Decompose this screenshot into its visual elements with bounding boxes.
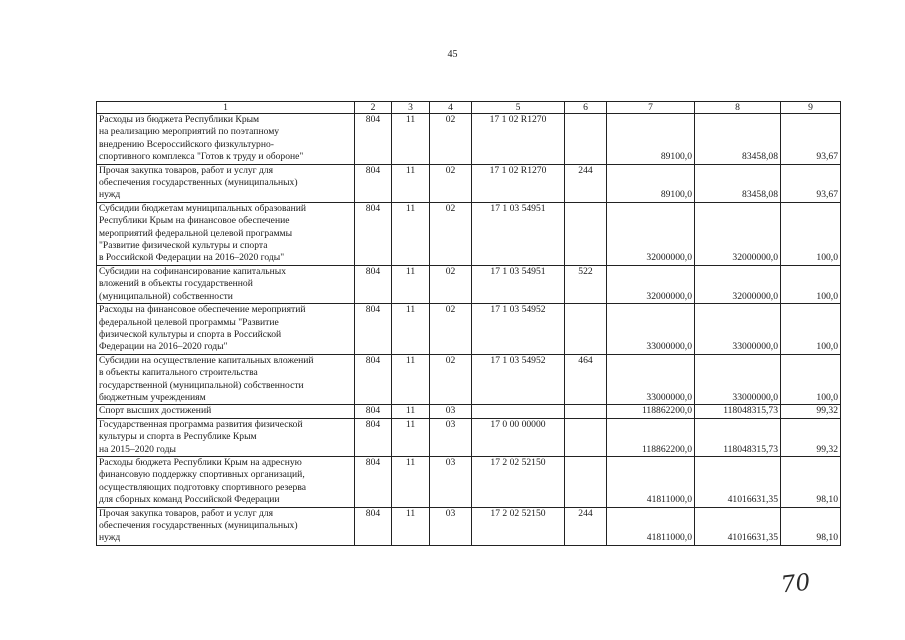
cell-subsection: 02: [430, 164, 472, 202]
cell-ved: 804: [355, 456, 392, 507]
header-cell: 1: [97, 102, 355, 114]
cell-target-article: 17 0 00 00000: [472, 418, 565, 456]
cell-name: [97, 456, 355, 507]
table-row: [97, 265, 841, 303]
cell-name: [97, 354, 355, 405]
cell-target-article: 17 2 02 52150: [472, 456, 565, 507]
cell-expense-type: 464: [565, 354, 607, 405]
cell-executed: 33000000,0: [695, 304, 781, 355]
name-line: Субсидии бюджетам муниципальных образований: [99, 202, 307, 214]
cell-subsection: 03: [430, 456, 472, 507]
cell-target-article: 17 1 03 54952: [472, 354, 565, 405]
cell-name: [97, 507, 355, 545]
name-line: Прочая закупка товаров, работ и услуг для: [99, 164, 274, 176]
cell-percent: 93,67: [781, 164, 841, 202]
cell-planned: 33000000,0: [607, 304, 695, 355]
name-line: Расходы бюджета Республики Крым на адресную: [99, 456, 302, 468]
name-line: Государственная программа развития физической: [99, 418, 303, 430]
cell-percent: 100,0: [781, 265, 841, 303]
cell-ved: 804: [355, 265, 392, 303]
cell-section: 11: [392, 304, 430, 355]
cell-ved: 804: [355, 405, 392, 418]
header-cell: 6: [565, 102, 607, 114]
table-row: [97, 164, 841, 202]
cell-expense-type: 522: [565, 265, 607, 303]
name-line: Субсидии на осуществление капитальных вложений: [99, 354, 314, 366]
cell-planned: 33000000,0: [607, 354, 695, 405]
name-line: "Развитие физической культуры и спорта: [99, 240, 268, 252]
name-line: внедрению Всероссийского физкультурно-: [99, 138, 274, 150]
header-cell: 7: [607, 102, 695, 114]
name-line: Расходы из бюджета Республики Крым: [99, 114, 260, 125]
cell-percent: 100,0: [781, 304, 841, 355]
table-row: [97, 456, 841, 507]
cell-percent: 100,0: [781, 354, 841, 405]
cell-subsection: 02: [430, 354, 472, 405]
cell-percent: 99,32: [781, 405, 841, 418]
cell-name: [97, 164, 355, 202]
cell-subsection: 02: [430, 304, 472, 355]
handwritten-note: 70: [779, 569, 812, 599]
name-line: федеральной целевой программы "Развитие: [99, 316, 279, 328]
table-row: [97, 418, 841, 456]
cell-planned: 32000000,0: [607, 265, 695, 303]
header-cell: 9: [781, 102, 841, 114]
cell-expense-type: 244: [565, 507, 607, 545]
cell-subsection: 03: [430, 507, 472, 545]
table-row: [97, 114, 841, 165]
cell-section: 11: [392, 114, 430, 165]
name-line: (муниципальной) собственности: [99, 290, 233, 302]
cell-executed: 33000000,0: [695, 354, 781, 405]
cell-expense-type: 244: [565, 164, 607, 202]
cell-section: 11: [392, 507, 430, 545]
header-cell: 2: [355, 102, 392, 114]
cell-percent: 93,67: [781, 114, 841, 165]
name-line: Расходы на финансовое обеспечение мероприятий: [99, 304, 306, 316]
cell-percent: 98,10: [781, 507, 841, 545]
header-cell: 5: [472, 102, 565, 114]
name-line: спортивного комплекса "Готов к труду и обороне": [99, 151, 304, 163]
cell-percent: 98,10: [781, 456, 841, 507]
cell-executed: 83458,08: [695, 164, 781, 202]
name-line: вложений в объекты государственной: [99, 278, 253, 290]
cell-target-article: 17 1 02 R1270: [472, 114, 565, 165]
cell-expense-type: [565, 114, 607, 165]
name-line: в Российской Федерации на 2016–2020 годы": [99, 252, 285, 264]
name-line: нужд: [99, 189, 121, 201]
table-row: [97, 202, 841, 265]
page-number: 45: [447, 49, 458, 60]
name-line: для сборных команд Российской Федерации: [99, 494, 280, 506]
cell-subsection: 03: [430, 405, 472, 418]
cell-subsection: 02: [430, 202, 472, 265]
cell-executed: 32000000,0: [695, 265, 781, 303]
table-row: [97, 507, 841, 545]
name-line: Республики Крым на финансовое обеспечение: [99, 215, 290, 227]
name-line: на реализацию мероприятий по поэтапному: [99, 126, 280, 138]
cell-subsection: 02: [430, 114, 472, 165]
cell-section: 11: [392, 418, 430, 456]
name-line: обеспечения государственных (муниципальных): [99, 520, 298, 531]
name-line: осуществляющих подготовку спортивного резерва: [99, 481, 307, 493]
cell-section: 11: [392, 456, 430, 507]
cell-expense-type: [565, 202, 607, 265]
cell-expense-type: [565, 456, 607, 507]
name-line: культуры и спорта в Республике Крым: [99, 431, 257, 443]
header-cell: 8: [695, 102, 781, 114]
cell-section: 11: [392, 265, 430, 303]
cell-planned: 118862200,0: [607, 418, 695, 456]
cell-planned: 41811000,0: [607, 507, 695, 545]
cell-executed: 118048315,73: [695, 418, 781, 456]
name-line: финансовую поддержку спортивных организаций,: [99, 469, 305, 481]
cell-ved: 804: [355, 114, 392, 165]
name-line: Прочая закупка товаров, работ и услуг для: [99, 507, 274, 519]
cell-planned: 89100,0: [607, 164, 695, 202]
cell-expense-type: [565, 405, 607, 418]
cell-subsection: 02: [430, 265, 472, 303]
cell-name: [97, 304, 355, 355]
cell-expense-type: [565, 304, 607, 355]
cell-executed: 41016631,35: [695, 507, 781, 545]
cell-name: [97, 265, 355, 303]
budget-table: [96, 101, 841, 546]
cell-percent: 99,32: [781, 418, 841, 456]
name-line: в объекты капитального строительства: [99, 367, 258, 379]
cell-ved: 804: [355, 202, 392, 265]
table-row: [97, 304, 841, 355]
cell-section: 11: [392, 405, 430, 418]
table-row: [97, 405, 841, 418]
cell-target-article: 17 1 03 54952: [472, 304, 565, 355]
cell-planned: 32000000,0: [607, 202, 695, 265]
cell-target-article: [472, 405, 565, 418]
cell-executed: 83458,08: [695, 114, 781, 165]
cell-target-article: 17 2 02 52150: [472, 507, 565, 545]
cell-name: [97, 405, 355, 418]
cell-ved: 804: [355, 304, 392, 355]
name-line: на 2015–2020 годы: [99, 443, 176, 455]
cell-subsection: 03: [430, 418, 472, 456]
cell-name: [97, 114, 355, 165]
cell-planned: 89100,0: [607, 114, 695, 165]
cell-name: [97, 418, 355, 456]
cell-target-article: 17 1 02 R1270: [472, 164, 565, 202]
cell-target-article: 17 1 03 54951: [472, 202, 565, 265]
name-line: государственной (муниципальной) собственности: [99, 379, 304, 391]
header-row: [97, 102, 841, 114]
cell-ved: 804: [355, 507, 392, 545]
table-row: [97, 354, 841, 405]
cell-ved: 804: [355, 354, 392, 405]
cell-executed: 32000000,0: [695, 202, 781, 265]
cell-target-article: 17 1 03 54951: [472, 265, 565, 303]
header-cell: 4: [430, 102, 472, 114]
cell-planned: 41811000,0: [607, 456, 695, 507]
cell-executed: 41016631,35: [695, 456, 781, 507]
name-line: обеспечения государственных (муниципальных): [99, 177, 298, 189]
cell-planned: 118862200,0: [607, 405, 695, 418]
name-line: бюджетным учреждениям: [99, 391, 206, 403]
header-cell: 3: [392, 102, 430, 114]
cell-ved: 804: [355, 418, 392, 456]
cell-section: 11: [392, 202, 430, 265]
name-line: нужд: [99, 532, 121, 544]
cell-section: 11: [392, 354, 430, 405]
name-line: Спорт высших достижений: [99, 405, 212, 417]
name-line: Субсидии на софинансирование капитальных: [99, 265, 287, 277]
cell-ved: 804: [355, 164, 392, 202]
cell-section: 11: [392, 164, 430, 202]
cell-expense-type: [565, 418, 607, 456]
name-line: мероприятий федеральной целевой программы: [99, 227, 293, 239]
name-line: Федерации на 2016–2020 годы": [99, 341, 228, 353]
cell-name: [97, 202, 355, 265]
cell-percent: 100,0: [781, 202, 841, 265]
cell-executed: 118048315,73: [695, 405, 781, 418]
name-line: физической культуры и спорта в Российской: [99, 328, 282, 340]
